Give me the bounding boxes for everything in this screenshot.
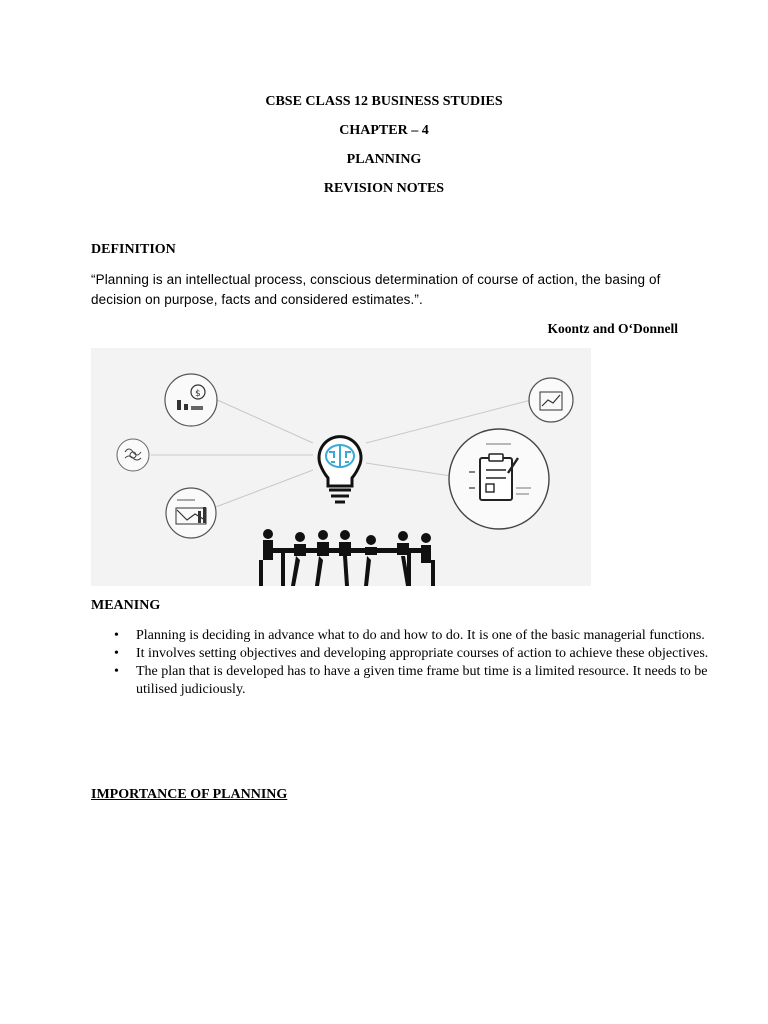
- list-item-text: The plan that is developed has to have a given time frame but time is a limited resource. It needs to be utilised judiciously.: [136, 664, 708, 697]
- finance-circle-icon: [165, 374, 217, 426]
- title-line-1: CBSE CLASS 12 BUSINESS STUDIES: [265, 94, 503, 109]
- growth-circle-icon: [529, 378, 573, 422]
- brain-circle-icon: [117, 439, 149, 471]
- lightbulb-brain-icon: [319, 437, 361, 502]
- list-item: [114, 663, 736, 699]
- list-item: [114, 645, 736, 663]
- title-line-3: PLANNING: [346, 152, 422, 167]
- title-line-2: CHAPTER – 4: [339, 123, 429, 138]
- importance-heading: IMPORTANCE OF PLANNING: [91, 787, 288, 802]
- list-item: [114, 627, 736, 645]
- report-circle-icon: [449, 429, 549, 529]
- bullet-icon: •: [114, 664, 119, 679]
- definition-heading: DEFINITION: [91, 242, 176, 257]
- planning-illustration: [91, 348, 591, 586]
- planning-figure: [91, 348, 591, 586]
- title-line-4: REVISION NOTES: [323, 181, 445, 196]
- definition-quote: “Planning is an intellectual process, conscious determination of course of action, the basing of decision on purpose, facts and considered estimates.”.: [91, 272, 661, 307]
- svg-text:$: $: [195, 389, 201, 399]
- meaning-list: [91, 627, 736, 699]
- bullet-icon: •: [114, 628, 119, 643]
- definition-author: Koontz and O‘Donnell: [547, 321, 678, 336]
- bullet-icon: •: [114, 646, 119, 661]
- meeting-table-icon: [259, 529, 435, 586]
- list-item-text: Planning is deciding in advance what to do and how to do. It is one of the basic managerial functions.: [136, 628, 705, 643]
- chart-circle-icon: [166, 488, 216, 538]
- list-item-text: It involves setting objectives and developing appropriate courses of action to achieve these objectives.: [136, 646, 709, 661]
- meaning-heading: MEANING: [91, 598, 161, 613]
